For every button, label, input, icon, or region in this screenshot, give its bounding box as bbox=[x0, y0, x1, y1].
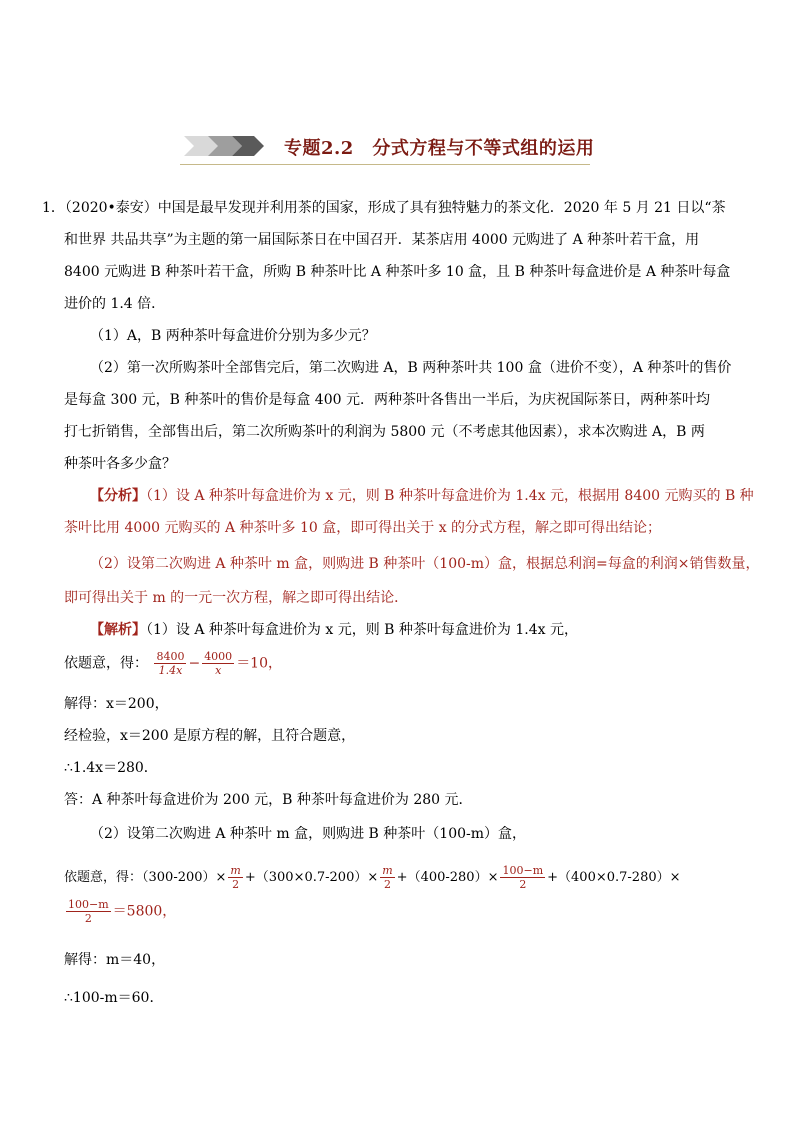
solution-line-5: ∴1.4x＝280． bbox=[64, 760, 158, 776]
equation-2-continued: $\frac{100-m}{2}$ ＝5800， bbox=[68, 898, 177, 925]
analysis-line-2: 茶叶比用 4000 元购买的 A 种茶叶多 10 盒，即可得出关于 x 的分式方程，解之即可得出结论； bbox=[64, 520, 662, 536]
analysis-line-1: 【分析】（1）设 A 种茶叶每盒进价为 x 元，则 B 种茶叶每盒进价为 1.4x 元，根据用 8400 元购买的 B 种 bbox=[90, 488, 754, 504]
equation-2: 依题意，得：（300-200）× $\frac{m}{2}$ +（300×0.7-200）× $\frac{m}{2}$ +（400-280）× $\frac{100-m}{2}$ +（400×0.7-280）× bbox=[64, 864, 681, 891]
solution-line-9: 解得：m＝40， bbox=[64, 952, 166, 968]
question-2-line-1: （2）第一次所购茶叶全部售完后，第二次购进 A，B 两种茶叶共 100 盒（进价不变），A 种茶叶的售价 bbox=[90, 360, 732, 376]
fraction: $\frac{8400}{1.4x}$ bbox=[156, 650, 185, 677]
problem-number: 1． bbox=[42, 200, 65, 216]
problem-line-1: 1．（2020•泰安）中国是最早发现并利用茶的国家，形成了具有独特魅力的茶文化．2020 年 5 月 21 日以“茶 bbox=[42, 200, 726, 216]
question-2-line-2: 是每盒 300 元，B 种茶叶的售价是每盒 400 元．两种茶叶各售出一半后，为庆祝国际茶日，两种茶叶均 bbox=[64, 392, 710, 408]
fraction: $\frac{100-m}{2}$ bbox=[502, 864, 544, 891]
solution-line-4: 经检验，x＝200 是原方程的解，且符合题意， bbox=[64, 728, 356, 744]
fraction: $\frac{m}{2}$ bbox=[230, 864, 241, 891]
analysis-line-3: （2）设第二次购进 A 种茶叶 m 盒，则购进 B 种茶叶（100-m）盒，根据总利润=每盒的利润×销售数量， bbox=[90, 556, 760, 572]
fraction: $\frac{m}{2}$ bbox=[382, 864, 393, 891]
problem-line-4: 进价的 1.4 倍． bbox=[64, 296, 166, 312]
solution-line-10: ∴100-m＝60． bbox=[64, 990, 164, 1006]
problem-line-3: 8400 元购进 B 种茶叶若干盒，所购 B 种茶叶比 A 种茶叶多 10 盒，且 B 种茶叶每盒进价是 A 种茶叶每盒 bbox=[64, 264, 731, 280]
page-title: 专题2.2 分式方程与不等式组的运用 bbox=[284, 138, 595, 159]
solution-line-1: 【解析】（1）设 A 种茶叶每盒进价为 x 元，则 B 种茶叶每盒进价为 1.4x 元， bbox=[90, 622, 578, 638]
fraction: $\frac{100-m}{2}$ bbox=[68, 898, 109, 925]
title-bar bbox=[180, 128, 600, 168]
question-1: （1）A，B 两种茶叶每盒进价分别为多少元？ bbox=[90, 328, 376, 344]
title-underline bbox=[180, 164, 590, 165]
question-2-line-4: 种茶叶各多少盒？ bbox=[64, 456, 176, 472]
solution-line-6: 答：A 种茶叶每盒进价为 200 元，B 种茶叶每盒进价为 280 元． bbox=[64, 792, 473, 808]
equation-1: 依题意，得： $\frac{8400}{1.4x}$ − $\frac{4000}{x}$ ＝10， bbox=[64, 650, 283, 677]
solution-line-3: 解得：x＝200， bbox=[64, 696, 169, 712]
analysis-line-4: 即可得出关于 m 的一元一次方程，解之即可得出结论． bbox=[64, 590, 409, 606]
analysis-label: 【分析】 bbox=[90, 488, 146, 504]
problem-line-2: 和世界 共品共享”为主题的第一届国际茶日在中国召开．某茶店用 4000 元购进了 A 种茶叶若干盒，用 bbox=[64, 232, 700, 248]
fraction: $\frac{4000}{x}$ bbox=[204, 650, 233, 677]
chevron-arrows-icon bbox=[180, 134, 270, 158]
solution-line-7: （2）设第二次购进 A 种茶叶 m 盒，则购进 B 种茶叶（100-m）盒， bbox=[90, 826, 527, 842]
question-2-line-3: 打七折销售，全部售出后，第二次所购茶叶的利润为 5800 元（不考虑其他因素），求本次购进 A，B 两 bbox=[64, 424, 705, 440]
solution-label: 【解析】 bbox=[90, 622, 146, 638]
